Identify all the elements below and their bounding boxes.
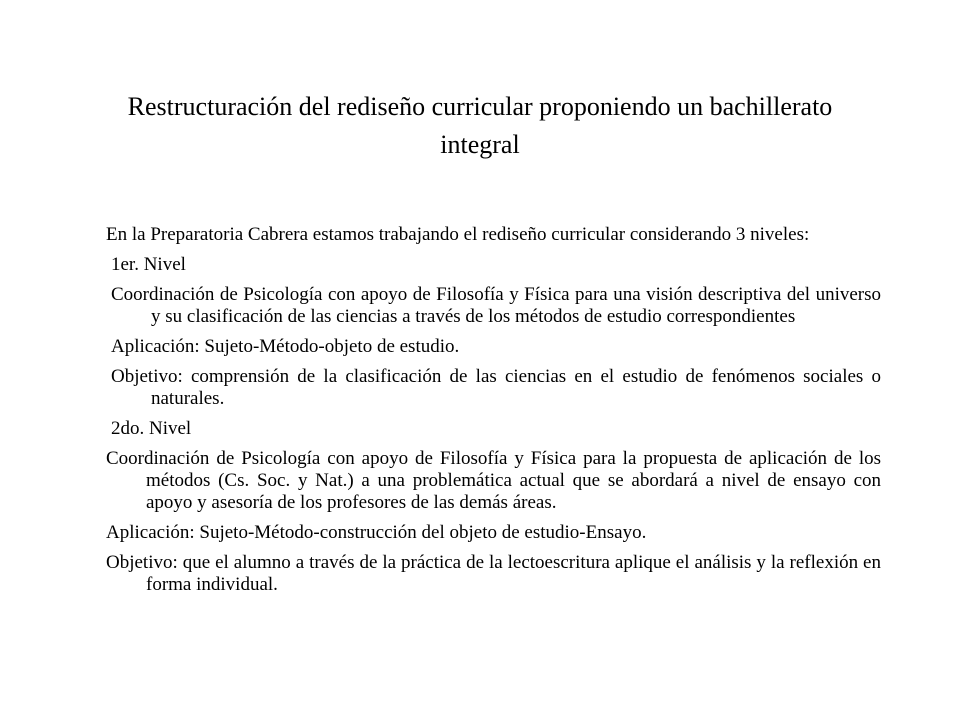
paragraph-level-2-coordination: Coordinación de Psicología con apoyo de Filosofía y Física para la propuesta de aplicación de los métodos (Cs. Soc. y Nat.) a una problemática actual que se abordará a nivel de ensayo con apoyo y asesoría de los profesores de las demás áreas.	[106, 448, 881, 513]
paragraph-level-1-coordination: Coordinación de Psicología con apoyo de Filosofía y Física para una visión descriptiva del universo y su clasificación de las ciencias a través de los métodos de estudio correspondientes	[111, 284, 881, 327]
paragraph-level-1-heading: 1er. Nivel	[111, 254, 186, 275]
paragraph-level-1-objective: Objetivo: comprensión de la clasificación de las ciencias en el estudio de fenómenos sociales o naturales.	[111, 366, 881, 409]
paragraph-level-1-application: Aplicación: Sujeto-Método-objeto de estudio.	[111, 336, 460, 357]
paragraph-level-2-application: Aplicación: Sujeto-Método-construcción del objeto de estudio-Ensayo.	[106, 522, 647, 543]
slide-body	[106, 224, 881, 604]
paragraph-level-2-heading: 2do. Nivel	[111, 418, 192, 439]
paragraph-level-2-objective: Objetivo: que el alumno a través de la práctica de la lectoescritura aplique el análisis y la reflexión en forma individual.	[106, 552, 881, 595]
slide-title: Restructuración del rediseño curricular proponiendo un bachillerato integral	[127, 92, 833, 159]
paragraph-intro: En la Preparatoria Cabrera estamos trabajando el rediseño curricular considerando 3 niveles:	[106, 224, 810, 245]
